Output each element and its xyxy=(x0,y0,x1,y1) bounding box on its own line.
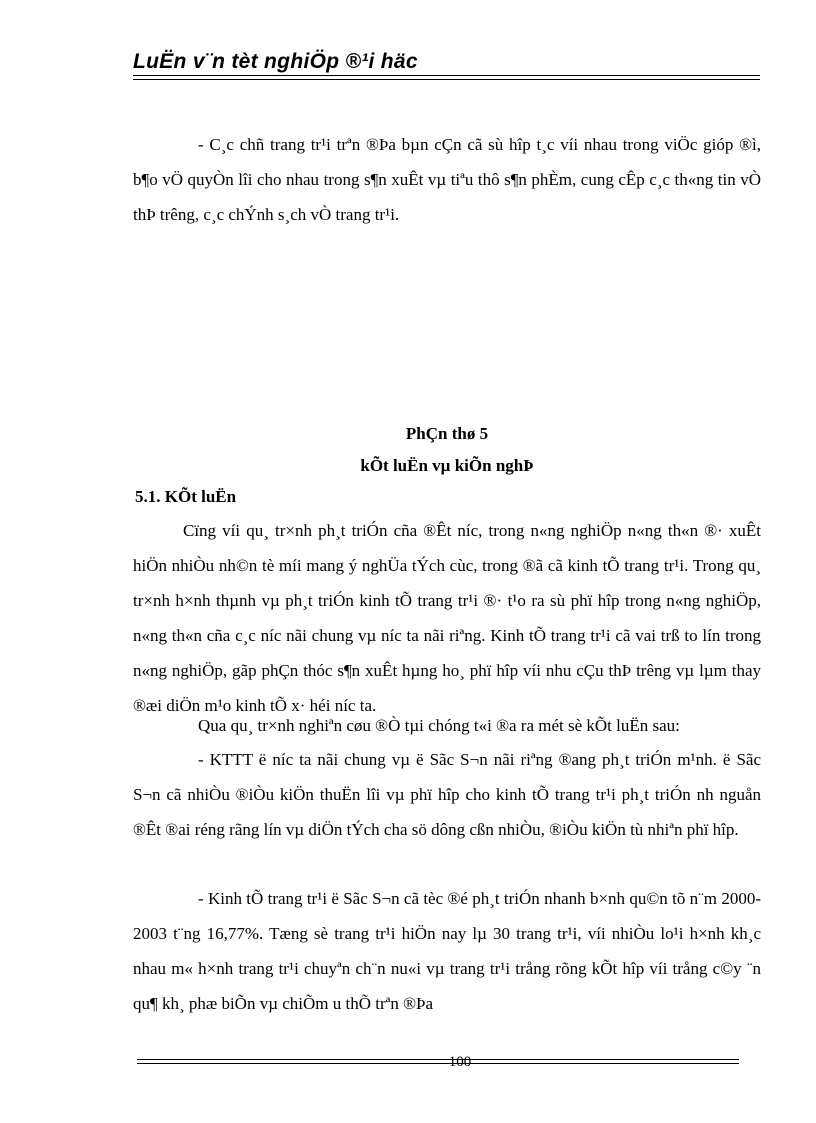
chapter-title: kÕt luËn vµ kiÕn nghÞ xyxy=(360,456,534,475)
body-paragraph-2: Qua qu¸ tr×nh nghiªn cøu ®Ò tµi chóng t«i ®a ra mét sè kÕt luËn sau: xyxy=(198,716,680,735)
body-paragraph-4: - Kinh tÕ trang tr¹i ë Sãc S¬n cã tèc ®é ph¸t triÓn nhanh b×nh qu©n tõ n¨m 2000-2003 t¨ng 16,77%. Tæng sè trang tr¹i hiÖn nay lµ 30 trang tr¹i, víi nhiÒu lo¹i h×nh kh¸c nhau m« h×nh trang tr¹i chuyªn ch¨n nu«i vµ trang tr¹i trång rõng kÕt hîp víi trång c©y ¨n qu¶ kh¸ phæ biÕn vµ chiÕm u thÕ trªn ®Þa xyxy=(133,889,761,1013)
header-rule-secondary xyxy=(133,79,760,80)
body-paragraph-1: Cïng víi qu¸ tr×nh ph¸t triÓn cña ®Êt níc, trong n«ng nghiÖp n«ng th«n ®· xuÊt hiÖn nhiÒu nh©n tè míi mang ý nghÜa tÝch cùc, trong ®ã cã kinh tÕ trang tr¹i. Trong qu¸ tr×nh h×nh thµnh vµ ph¸t triÓn kinh tÕ trang tr¹i ®· t¹o ra sù phï hîp trong n«ng nghiÖp, n«ng th«n cña c¸c níc nãi chung vµ níc ta nãi riªng. Kinh tÕ trang tr¹i cã vai trß to lín trong n«ng nghiÖp, gãp phÇn thóc s¶n xuÊt hµng ho¸ phï hîp víi nhu cÇu thÞ trêng vµ lµm thay ®æi diÖn m¹o kinh tÕ x· héi níc ta. xyxy=(133,521,761,715)
intro-paragraph: - C¸c chñ trang tr¹i trªn ®Þa bµn cÇn cã sù hîp t¸c víi nhau trong viÖc gióp ®ì, b¶o vÖ quyÒn lîi cho nhau trong s¶n xuÊt vµ tiªu thô s¶n phÈm, cung cÊp c¸c th«ng tin vÒ thÞ trêng, c¸c chÝnh s¸ch vÒ trang tr¹i. xyxy=(133,135,761,224)
page-number: 100 xyxy=(448,1054,472,1070)
page-header-title: LuËn v¨n tèt nghiÖp ®¹i häc xyxy=(133,50,418,73)
header-rule xyxy=(133,75,760,76)
body-paragraph-3: - KTTT ë níc ta nãi chung vµ ë Sãc S¬n nãi riªng ®ang ph¸t triÓn m¹nh. ë Sãc S¬n cã nhiÒu ®iÒu kiÖn thuËn lîi vµ phï hîp cho kinh tÕ trang tr¹i ph¸t triÓn nh nguån ®Êt ®ai réng rãng lín vµ diÖn tÝch cha sö dông cßn nhiÒu, ®iÒu kiÖn tù nhiªn phï hîp. xyxy=(133,750,761,839)
chapter-part: PhÇn thø 5 xyxy=(405,424,489,443)
section-heading: 5.1. KÕt luËn xyxy=(135,487,237,506)
